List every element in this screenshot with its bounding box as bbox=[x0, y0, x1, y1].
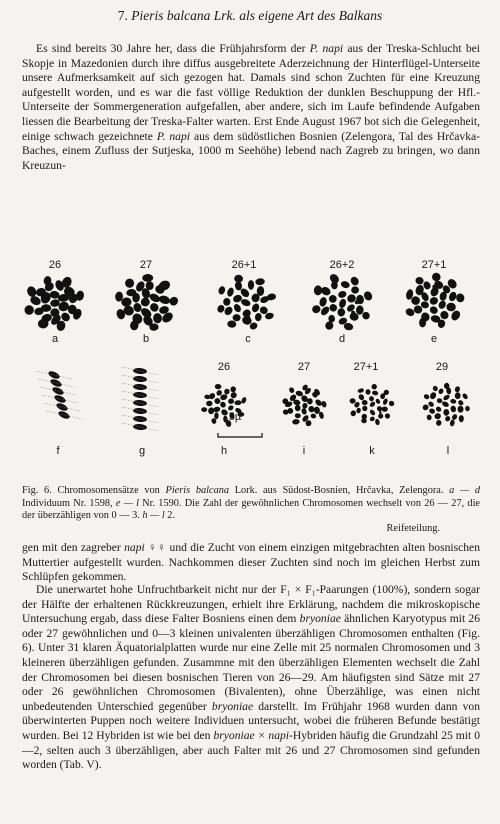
chromosome-figure bbox=[22, 255, 480, 483]
species-name: Pieris balcana bbox=[165, 485, 230, 496]
chromosome bbox=[251, 302, 261, 313]
chromosome bbox=[228, 398, 235, 404]
chromosome bbox=[437, 299, 447, 310]
chromosome bbox=[422, 404, 430, 412]
chromosome bbox=[415, 276, 425, 285]
paragraph-continuation bbox=[22, 541, 480, 585]
chromosome bbox=[426, 414, 432, 421]
chromosome bbox=[311, 304, 322, 314]
chromosome-plate bbox=[311, 272, 374, 331]
chromosome bbox=[450, 398, 457, 404]
chromosome bbox=[361, 418, 368, 424]
chromosome bbox=[369, 401, 376, 408]
supernumerary-chromosome bbox=[432, 285, 436, 289]
chromosome bbox=[443, 409, 449, 416]
chromosome bbox=[232, 303, 242, 314]
text-run: e — l bbox=[115, 497, 139, 509]
chromosome bbox=[449, 419, 455, 427]
chromosome bbox=[232, 314, 240, 322]
chromosome bbox=[356, 305, 364, 315]
chromosome bbox=[441, 400, 450, 408]
scale-bar bbox=[218, 433, 262, 437]
chromosome bbox=[328, 303, 339, 314]
chromosome bbox=[365, 389, 370, 395]
plate-letter: f bbox=[56, 445, 60, 457]
chromosome-plate bbox=[349, 384, 395, 426]
section-heading bbox=[0, 8, 500, 24]
plate-letter: e bbox=[430, 333, 438, 345]
plate-count-label: 26+1 bbox=[231, 259, 257, 271]
chromosome bbox=[454, 386, 461, 393]
text-run: Lork. aus Südost-Bosnien, Hrčavka, Zelengora. bbox=[229, 485, 450, 496]
paragraph-intro bbox=[22, 42, 480, 173]
text-run: Es sind bereits 30 Jahre her, dass die Frühjahrsform der bbox=[36, 42, 310, 55]
chromosome bbox=[429, 391, 438, 400]
plate-count-label: 26 bbox=[48, 259, 62, 271]
chromosome bbox=[206, 401, 213, 407]
text-run: gen mit den zagreber bbox=[22, 541, 125, 554]
species-name: P. napi bbox=[156, 129, 190, 143]
supernumerary-chromosome bbox=[355, 300, 359, 304]
chromosome bbox=[446, 302, 456, 311]
species-name: bryoniae bbox=[211, 699, 254, 713]
chromosome bbox=[369, 409, 376, 417]
plate-count-label: 26+2 bbox=[329, 259, 355, 271]
text-run: h — l bbox=[142, 510, 165, 522]
chromosome bbox=[459, 415, 464, 422]
chromosome bbox=[349, 398, 355, 404]
chromosome-side-view bbox=[122, 367, 158, 431]
chromosome bbox=[356, 407, 361, 413]
chromosome bbox=[227, 320, 237, 328]
section-species: Pieris balcana bbox=[131, 8, 211, 23]
plate-letter: g bbox=[138, 445, 146, 457]
chromosome bbox=[428, 305, 439, 316]
chromosome bbox=[455, 293, 465, 303]
chromosome bbox=[434, 412, 442, 420]
scale-bar-label: 5µ bbox=[228, 411, 242, 423]
chromosome bbox=[375, 398, 381, 405]
plate-letter: l bbox=[446, 445, 450, 457]
plate-letter: b bbox=[142, 333, 150, 345]
plate-letter: h bbox=[220, 445, 228, 457]
plate-count-label: 27+1 bbox=[421, 259, 447, 271]
chromosome bbox=[328, 315, 335, 323]
plate-letter: c bbox=[245, 333, 251, 345]
chromosome bbox=[438, 388, 445, 395]
chromosome bbox=[240, 298, 251, 307]
species-name: bryoniae × napi bbox=[213, 728, 290, 742]
chromosome-side-view bbox=[36, 370, 82, 421]
text-run: ♀♀ und die Zucht von einem einzigen mitgebrachten alten bosnischen Muttertier aufgestellt wurden. Nachkommen dieser Zuchten sind noch im gleichen Herbst zum Schlüpfen gekommen. bbox=[22, 541, 481, 584]
chromosome bbox=[357, 388, 364, 394]
chromosome bbox=[295, 390, 303, 397]
plate-count-label: 27+1 bbox=[353, 361, 379, 373]
text-run: -Hybriden häufig die Grundzahl 25 mit 0—2, selten auch 3 überzähligen, aber auch Falter mit 26 und 27 Chromosomen sind gefunden worden (Tab. V). bbox=[22, 728, 480, 772]
plate-letter: a bbox=[51, 333, 59, 345]
figure-caption bbox=[22, 485, 480, 535]
chromosome bbox=[455, 392, 461, 399]
chromosome bbox=[442, 394, 450, 402]
paragraph-results bbox=[22, 583, 480, 773]
text-run: Individuum Nr. 1598, bbox=[22, 497, 116, 509]
plate-count-label: 29 bbox=[435, 361, 449, 373]
species-name: napi bbox=[124, 541, 145, 554]
chromosome bbox=[436, 397, 443, 403]
chromosome bbox=[457, 399, 464, 406]
chromosome bbox=[24, 305, 34, 315]
chromosome bbox=[301, 408, 308, 416]
chromosome bbox=[223, 305, 234, 317]
chromosome bbox=[351, 286, 359, 293]
chromosome bbox=[288, 386, 295, 393]
chromosome bbox=[295, 405, 301, 412]
chromosome bbox=[338, 298, 347, 309]
plate-letter: i bbox=[302, 445, 306, 457]
chromosome bbox=[229, 386, 236, 394]
text-run: 2. bbox=[164, 510, 176, 522]
chromosome bbox=[388, 400, 395, 407]
chromosome bbox=[432, 385, 439, 392]
chromosome bbox=[340, 280, 351, 289]
chromosome bbox=[337, 308, 345, 317]
chromosome bbox=[226, 287, 235, 298]
chromosome bbox=[362, 405, 369, 412]
chromosome bbox=[254, 313, 262, 322]
chromosome bbox=[295, 413, 301, 418]
text-run: ähnlichen Karyotypus mit 26 oder 27 gewöhnlichen und 0—3 kleinen univalenten überzähligen Chromosomen enthalten (Fig. 6). Unter 31 klaren Äquatorialplatten wurde nur eine Zelle mit 25 normalen Chromosomen und 3 kleineren überzähligen gefunden. Zusammne mit den überzähligen Elementen wechselt die Zahl der Chromosomen bei diesen bosnischen Tieren von 26—29. Am häufigsten sind Sätze mit 27 oder 26 gewöhnlichen Chromosomen (Bivalenten), ohne Überzählige, was einen nicht unbedeutenden Unterschied gegenüber bbox=[22, 612, 480, 713]
chromosome bbox=[362, 290, 373, 302]
text-run: aus dem südöstlichen Bosnien (Zelengora, Tal des Hrčavka-Baches, einem Zufluss der Sutjeska, 1000 m Seehöhe) lebend nach Zagreb zu bringen, wo dann Kreuzun- bbox=[22, 129, 480, 172]
chromosome-plate bbox=[115, 274, 180, 331]
chromosome bbox=[429, 296, 440, 306]
chromosome bbox=[255, 278, 265, 286]
chromosome bbox=[444, 415, 451, 422]
chromosome bbox=[350, 410, 357, 417]
chromosome bbox=[219, 401, 226, 409]
chromosome bbox=[450, 405, 457, 413]
plate-letter: k bbox=[369, 445, 375, 457]
chromosome bbox=[349, 275, 360, 287]
chromosome bbox=[371, 384, 377, 390]
chromosome bbox=[292, 419, 300, 425]
plate-letter: d bbox=[338, 333, 346, 345]
chromosome bbox=[362, 400, 368, 406]
chromosome bbox=[368, 395, 374, 401]
text-run: Die unerwartet hohe Unfruchtbarkeit nicht nur der F₁ × F₁-Paarungen (100%), sondern sogar der Hälfte der erhaltenen Rückkreuzungen, erhielt ihre Erklärung, nachdem die mikroskopische Untersuchung ergab, dass diese Falter Bosniens einen dem bbox=[22, 583, 480, 626]
chromosome bbox=[319, 305, 331, 317]
chromosome-plate bbox=[24, 275, 85, 332]
chromosome bbox=[435, 419, 442, 426]
chromosome bbox=[375, 418, 381, 425]
supernumerary-chromosome bbox=[351, 311, 355, 315]
chromosome bbox=[241, 396, 248, 404]
chromosome bbox=[369, 416, 376, 422]
chromosome bbox=[215, 384, 222, 390]
chromosome bbox=[168, 295, 180, 307]
chromosome bbox=[125, 278, 135, 288]
chromosome bbox=[423, 393, 430, 400]
chromosome bbox=[314, 285, 322, 295]
text-run: Reifeteilung. bbox=[386, 522, 440, 534]
chromosome-plate bbox=[282, 384, 327, 428]
text-run: a — d bbox=[449, 485, 481, 496]
chromosome bbox=[382, 407, 388, 412]
chromosome bbox=[142, 274, 153, 282]
chromosome bbox=[234, 400, 242, 405]
chromosome bbox=[329, 295, 338, 304]
chromosome bbox=[248, 280, 254, 290]
chromosome bbox=[337, 290, 347, 299]
chromosome bbox=[451, 413, 458, 421]
chromosome-plate bbox=[404, 271, 465, 329]
section-title-rest: Lrk. als eigene Art des Balkans bbox=[213, 8, 383, 23]
chromosome bbox=[234, 275, 243, 283]
chromosome bbox=[216, 304, 226, 314]
text-run: aus der Treska-Schlucht bei Skopje in Mazedonien durch ihre diffus ausgebreitete Aderzeichnung der Hinterflügel-Unterseite unsere Aufmerksamkeit auf sich gezogen hat. Damals sind schon Zuchten für eine Kreuzung aufgestellt worden, und es war die fast völlige Reduktion der dunklen Beschuppung der Hfl.-Unterseite der Sommergeneration aufgefallen, aber andere, sich im Laufe befindende Aufgaben liessen die Bearbeitung der Treska-Falter warten. Erst Ende August 1967 bot sich die Gelegenheit, einige schwach gezeichnete bbox=[22, 42, 480, 143]
chromosome bbox=[377, 413, 384, 420]
chromosome-plate bbox=[216, 275, 277, 331]
chromosome bbox=[230, 391, 238, 399]
plate-count-label: 27 bbox=[139, 259, 153, 271]
chromosome bbox=[372, 390, 379, 396]
chromosome bbox=[201, 407, 207, 412]
chromosome bbox=[223, 298, 230, 306]
chromosome bbox=[153, 313, 163, 324]
section-number: 7. bbox=[117, 8, 128, 23]
text-run: Fig. 6. Chromosomensätze von bbox=[22, 485, 166, 496]
chromosome bbox=[435, 406, 442, 413]
chromosome bbox=[458, 406, 464, 413]
supernumerary-chromosome bbox=[379, 411, 382, 414]
chromosome-plates bbox=[22, 255, 480, 483]
chromosome bbox=[318, 296, 328, 307]
chromosome bbox=[217, 285, 226, 295]
text-run: darstellt. Im Frühjahr 1968 wurden dann von überwinterten Puppen noch weitere Individuen untersucht, wobei die früheren Befunde bestätigt wurden. Bei 12 Hybriden ist wie bei den bbox=[22, 699, 480, 742]
chromosome bbox=[321, 400, 328, 408]
chromosome bbox=[207, 407, 215, 415]
chromosome-plate bbox=[422, 382, 470, 426]
chromosome bbox=[158, 294, 171, 305]
species-name: P. napi bbox=[309, 42, 344, 55]
chromosome bbox=[302, 402, 309, 409]
chromosome bbox=[465, 406, 470, 412]
chromosome bbox=[430, 271, 442, 283]
plate-count-label: 26 bbox=[217, 361, 231, 373]
plate-count-label: 27 bbox=[297, 361, 311, 373]
chromosome bbox=[384, 413, 391, 420]
chromosome bbox=[358, 393, 366, 401]
chromosome bbox=[310, 413, 317, 419]
supernumerary-chromosome bbox=[246, 316, 250, 320]
text-run: Nr. 1590. Die Zahl der gewöhnlichen Chromosomen wechselt von 26 — 27, die der überzähligen von 0 — 3. bbox=[22, 497, 481, 522]
species-name: bryoniae bbox=[299, 612, 341, 626]
chromosome bbox=[224, 388, 230, 394]
chromosome bbox=[428, 408, 436, 415]
chromosome bbox=[461, 393, 468, 401]
chromosome bbox=[382, 398, 388, 406]
chromosome bbox=[26, 285, 38, 298]
